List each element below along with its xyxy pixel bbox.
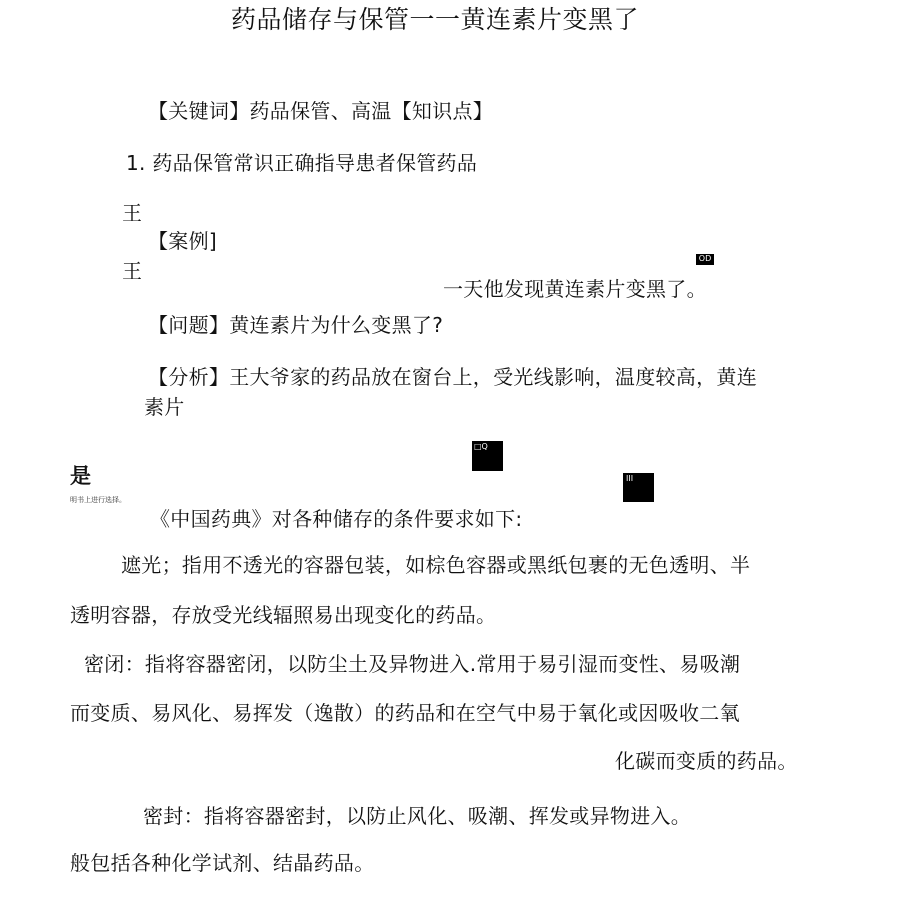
iii-artifact-box: III [623, 473, 654, 502]
analysis-line-1: 【分析】王大爷家的药品放在窗台上，受光线影响，温度较高，黄连 [148, 365, 757, 389]
tight-seal-line-1: 密封：指将容器密封，以防止风化、吸潮、挥发或异物进入。 [143, 804, 692, 828]
q-artifact-box: □Q [472, 441, 503, 471]
sealed-line-1: 密闭：指将容器密闭，以防尘土及异物进入.常用于易引湿而变性、易吸潮 [84, 652, 741, 676]
sealed-line-2: 而变质、易风化、易挥发（逸散）的药品和在空气中易于氧化或因吸收二氧 [70, 701, 740, 725]
name-fragment-2: 王 [122, 259, 143, 283]
tiny-note: 明书上进行选择。 [70, 496, 126, 504]
shading-line-2: 透明容器，存放受光线辐照易出现变化的药品。 [70, 603, 497, 627]
sealed-line-3: 化碳而变质的药品。 [615, 749, 798, 773]
analysis-line-2: 素片 [144, 395, 185, 419]
keywords-line: 【关键词】药品保管、高温【知识点】 [148, 99, 494, 123]
case-tail: 一天他发现黄连素片变黑了。 [443, 277, 707, 301]
pharmacopoeia-intro: 《中国药典》对各种储存的条件要求如下: [150, 507, 523, 531]
question-line: 【问题】黄连素片为什么变黑了? [148, 313, 444, 337]
document-title: 药品储存与保管一一黄连素片变黑了 [231, 5, 640, 34]
od-artifact-box: OD [696, 254, 714, 265]
is-fragment: 是 [70, 464, 92, 488]
shading-line-1: 遮光；指用不透光的容器包装，如棕色容器或黑纸包裹的无色透明、半 [121, 553, 751, 577]
name-fragment-1: 王 [122, 201, 143, 225]
knowledge-point-1: 1. 药品保管常识正确指导患者保管药品 [126, 151, 478, 175]
case-heading: 【案例] [148, 229, 218, 253]
tight-seal-line-2: 般包括各种化学试剂、结晶药品。 [70, 851, 375, 875]
